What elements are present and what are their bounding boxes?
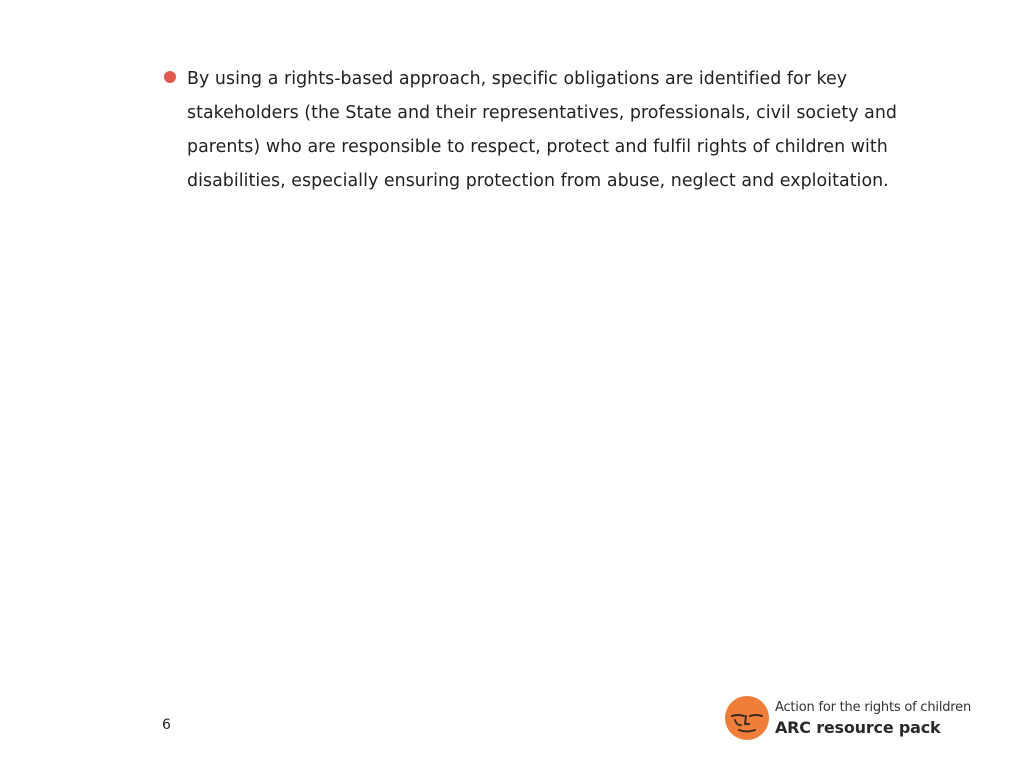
bullet-list [164, 62, 964, 198]
footer-logo [724, 695, 974, 745]
page-number: 6 [162, 717, 171, 733]
logo-tagline: Action for the rights of children [775, 700, 971, 715]
arc-face-logo-icon [724, 695, 770, 741]
logo-name: ARC resource pack [775, 718, 941, 737]
bullet-text: By using a rights-based approach, specific obligations are identified for key stakeholders (the State and their representatives, professionals, civil society and parents) who are responsible to respect, protect and fulfil rights of children with disabilities, especially ensuring protection from abuse, neglect and exploitation. [187, 69, 898, 191]
bullet-dot-icon [164, 71, 176, 83]
bullet-item [164, 62, 964, 198]
